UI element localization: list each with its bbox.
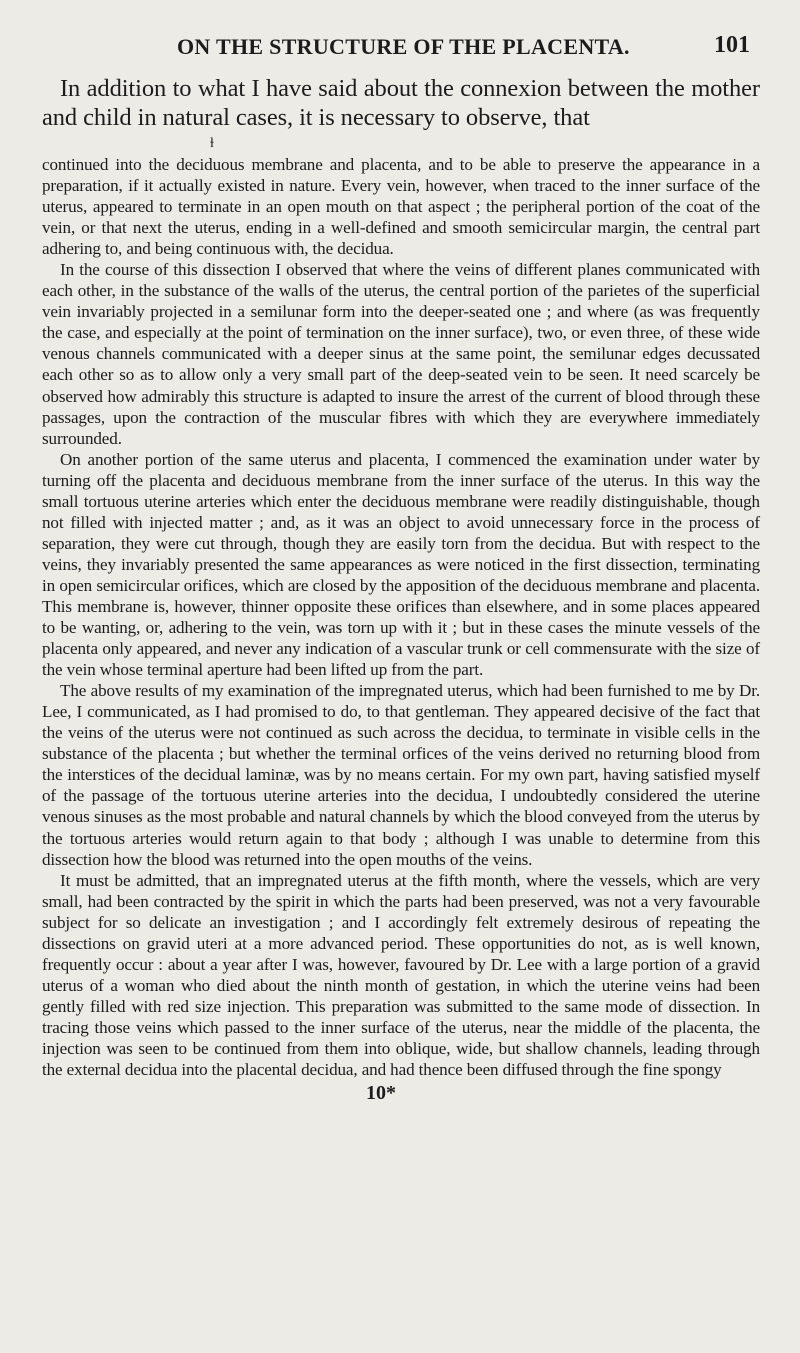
paragraph-3: On another portion of the same uterus and placenta, I commenced the examination under water by turning off the placenta and deciduous membrane from the inner surface of the uterus. In this way the small tortuous uterine arteries which enter the deciduous membrane were readily distinguishable, though not filled with injected matter ; and, as it was an object to avoid unnecessary force in the process of separation, they were cut through, though they are easily torn from the decidua. But with respect to the veins, they invariably presented the same appearances as were noticed in the first dissection, terminating in open semicircular orifices, which are closed by the apposition of the deciduous membrane and placenta. This membrane is, however, thinner opposite these orifices than elsewhere, and in some places appeared to be wanting, or, adhering to the vein, was torn up with it ; but in these cases the minute vessels of the placenta only appeared, and never any indication of a vascular trunk or cell commensurate with the size of the vein whose terminal aperture had been lifted up from the part. xyxy=(42,449,760,680)
stray-mark: ɫ xyxy=(210,136,214,151)
stray-mark-row xyxy=(42,132,760,154)
running-title: ON THE STRUCTURE OF THE PLACENTA. xyxy=(177,34,630,59)
running-head xyxy=(42,30,760,74)
lead-paragraph: In addition to what I have said about the connexion between the mother and child in natural cases, it is necessary to observe, that xyxy=(42,75,760,131)
signature-mark: 10* xyxy=(366,1082,396,1105)
paragraph-2: In the course of this dissection I observed that where the veins of different planes communicated with each other, in the substance of the walls of the uterus, the central portion of the parietes of the superficial vein invariably projected in a semilunar form into the deeper-seated one ; and where (as was frequently the case, and especially at the point of termination on the inner surface), two, or even three, of these wide venous channels communicated with a deeper sinus at the same point, the semilunar edges decussated each other so as to allow only a very small part of the deep-seated vein to be seen. It need scarcely be observed how admirably this structure is adapted to insure the arrest of the current of blood through these passages, upon the contraction of the muscular fibres with which they are everywhere immediately surrounded. xyxy=(42,260,760,448)
page-number: 101 xyxy=(714,32,750,58)
paragraph-1: continued into the deciduous membrane and placenta, and to be able to preserve the appearance in a preparation, if it actually existed in nature. Every vein, however, when traced to the inner surface of the uterus, appeared to terminate in an open mouth on that aspect ; the peripheral portion of the coat of the vein, or that next the uterus, ending in a well-defined and smooth semicircular margin, the central part adhering to, and being continuous with, the decidua. xyxy=(42,155,760,259)
paragraph-5: It must be admitted, that an impregnated uterus at the fifth month, where the vessels, which are very small, had been contracted by the spirit in which the parts had been preserved, was not a very favourable subject for so delicate an investigation ; and I accordingly felt extremely desirous of repeating the dissections on gravid uteri at a more advanced period. These opportunities do not, as is well known, frequently occur : about a year after I was, however, favoured by Dr. Lee with a large portion of a gravid uterus of a woman who died about the ninth month of gestation, in which the uterine veins had been gently filled with red size injection. This preparation was submitted to the same mode of dissection. In tracing those veins which passed to the inner surface of the uterus, near the middle of the placenta, the injection was seen to be continued from them into oblique, wide, but shallow channels, leading through the external decidua into the placental decidua, and had thence been diffused through the fine spongy xyxy=(42,870,760,1080)
paragraph-4: The above results of my examination of the impregnated uterus, which had been furnished to me by Dr. Lee, I communicated, as I had promised to do, to that gentleman. They appeared decisive of the fact that the veins of the uterus were not continued as such across the decidua, to terminate in visible cells in the substance of the placenta ; but whether the terminal orfices of the veins derived no returning blood from the interstices of the decidual laminæ, was by no means certain. For my own part, having satisfied myself of the passage of the tortuous uterine arteries into the decidua, I undoubtedly considered the uterine venous sinuses as the most probable and natural channels by which the blood conveyed from the uterus by the tortuous arteries would return again to that body ; although I was unable to determine from this dissection how the blood was returned into the open mouths of the veins. xyxy=(42,681,760,869)
